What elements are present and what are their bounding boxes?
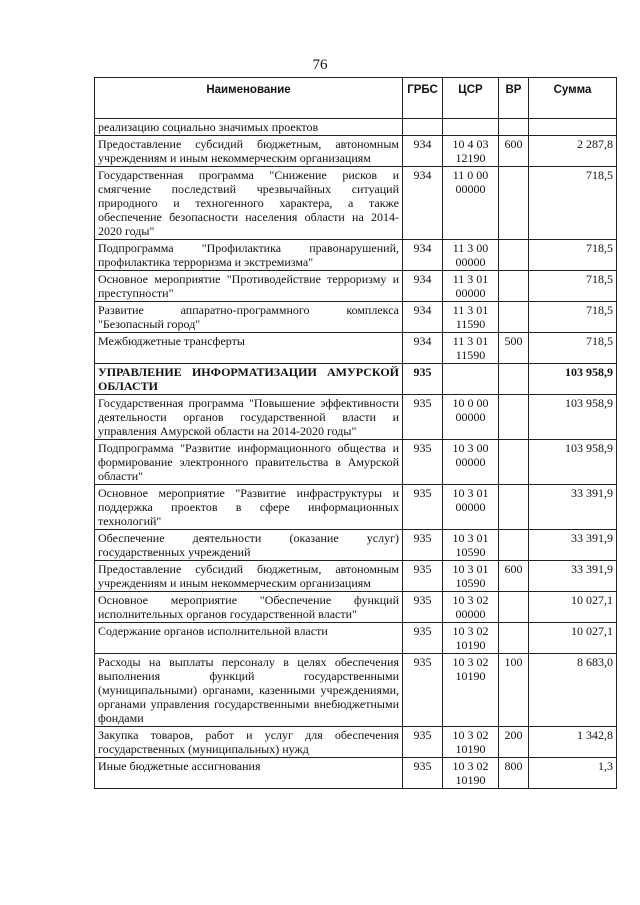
cell-name: Государственная программа "Повышение эффективности деятельности органов государственной власти и управления Амурской области на 2014-2020 годы": [95, 395, 403, 440]
cell-csr: 11 0 00 00000: [443, 167, 499, 240]
cell-sum: 103 958,9: [529, 440, 617, 485]
cell-grbs: 934: [403, 271, 443, 302]
table-row: [95, 395, 617, 440]
table-row: [95, 530, 617, 561]
cell-name: Основное мероприятие "Противодействие терроризму и преступности": [95, 271, 403, 302]
cell-vr: [499, 485, 529, 530]
cell-grbs: 935: [403, 623, 443, 654]
cell-name: Расходы на выплаты персоналу в целях обеспечения выполнения функций государственными (муниципальными) органами, казенными учреждениями, органами управления государственными внебюджетными фондами: [95, 654, 403, 727]
cell-csr: 10 3 01 10590: [443, 530, 499, 561]
cell-grbs: 935: [403, 530, 443, 561]
cell-grbs: 935: [403, 561, 443, 592]
cell-vr: 500: [499, 333, 529, 364]
cell-csr: 10 3 01 00000: [443, 485, 499, 530]
cell-sum: 33 391,9: [529, 485, 617, 530]
cell-vr: [499, 440, 529, 485]
table-row: [95, 654, 617, 727]
cell-grbs: 934: [403, 136, 443, 167]
cell-name: Предоставление субсидий бюджетным, автономным учреждениям и иным некоммерческим организациям: [95, 136, 403, 167]
cell-grbs: 935: [403, 395, 443, 440]
cell-sum: 718,5: [529, 271, 617, 302]
cell-name: Основное мероприятие "Развитие инфраструктуры и поддержка проектов в сфере информационных технологий": [95, 485, 403, 530]
cell-grbs: 935: [403, 727, 443, 758]
cell-grbs: 935: [403, 654, 443, 727]
cell-name: Предоставление субсидий бюджетным, автономным учреждениям и иным некоммерческим организациям: [95, 561, 403, 592]
cell-sum: 718,5: [529, 167, 617, 240]
budget-table: [94, 77, 617, 789]
table-row: [95, 758, 617, 789]
cell-sum: 2 287,8: [529, 136, 617, 167]
cell-grbs: 935: [403, 364, 443, 395]
cell-vr: 800: [499, 758, 529, 789]
cell-vr: [499, 302, 529, 333]
cell-name: Развитие аппаратно-программного комплекса "Безопасный город": [95, 302, 403, 333]
header-grbs: ГРБС: [403, 78, 443, 119]
cell-vr: [499, 395, 529, 440]
cell-grbs: 934: [403, 167, 443, 240]
cell-csr: 10 3 00 00000: [443, 440, 499, 485]
header-vr: ВР: [499, 78, 529, 119]
cell-csr: [443, 364, 499, 395]
cell-grbs: 935: [403, 440, 443, 485]
table-row: [95, 302, 617, 333]
table-row: [95, 240, 617, 271]
cell-sum: 718,5: [529, 302, 617, 333]
cell-grbs: 934: [403, 333, 443, 364]
cell-name: Подпрограмма "Профилактика правонарушений, профилактика терроризма и экстремизма": [95, 240, 403, 271]
cell-csr: 11 3 01 11590: [443, 333, 499, 364]
cell-csr: 10 3 02 10190: [443, 654, 499, 727]
cell-name: УПРАВЛЕНИЕ ИНФОРМАТИЗАЦИИ АМУРСКОЙ ОБЛАСТИ: [95, 364, 403, 395]
header-name: Наименование: [95, 78, 403, 119]
table-row: [95, 271, 617, 302]
cell-sum: 33 391,9: [529, 530, 617, 561]
header-sum: Сумма: [529, 78, 617, 119]
cell-grbs: 934: [403, 240, 443, 271]
cell-name: Межбюджетные трансферты: [95, 333, 403, 364]
page-number: 76: [312, 57, 328, 73]
table-row: [95, 440, 617, 485]
table-row: [95, 727, 617, 758]
cell-vr: [499, 530, 529, 561]
cell-csr: 10 3 02 10190: [443, 758, 499, 789]
cell-vr: 100: [499, 654, 529, 727]
table-body: [95, 119, 617, 789]
cell-name: Иные бюджетные ассигнования: [95, 758, 403, 789]
cell-grbs: 934: [403, 302, 443, 333]
cell-vr: 600: [499, 136, 529, 167]
table-row: [95, 119, 617, 136]
cell-vr: 600: [499, 561, 529, 592]
table-row: [95, 485, 617, 530]
cell-sum: 718,5: [529, 333, 617, 364]
table-row: [95, 333, 617, 364]
cell-csr: [443, 119, 499, 136]
cell-name: Обеспечение деятельности (оказание услуг) государственных учреждений: [95, 530, 403, 561]
table-row: [95, 561, 617, 592]
cell-name: Подпрограмма "Развитие информационного общества и формирование электронного правительства в Амурской области": [95, 440, 403, 485]
cell-vr: [499, 167, 529, 240]
cell-grbs: 935: [403, 592, 443, 623]
cell-sum: 103 958,9: [529, 395, 617, 440]
table-header-row: [95, 78, 617, 119]
cell-name: Основное мероприятие "Обеспечение функций исполнительных органов государственной власти": [95, 592, 403, 623]
cell-sum: [529, 119, 617, 136]
cell-vr: [499, 119, 529, 136]
table-row: [95, 167, 617, 240]
table-row: [95, 592, 617, 623]
table-row: [95, 623, 617, 654]
cell-name: Государственная программа "Снижение рисков и смягчение последствий чрезвычайных ситуаций природного и техногенного характера, а также обеспечение безопасности населения области на 2014-2020 годы": [95, 167, 403, 240]
cell-sum: 1,3: [529, 758, 617, 789]
cell-sum: 33 391,9: [529, 561, 617, 592]
cell-vr: [499, 240, 529, 271]
cell-vr: [499, 271, 529, 302]
cell-sum: 103 958,9: [529, 364, 617, 395]
cell-csr: 11 3 01 00000: [443, 271, 499, 302]
cell-vr: [499, 592, 529, 623]
table-row: [95, 364, 617, 395]
cell-csr: 10 0 00 00000: [443, 395, 499, 440]
table-row: [95, 136, 617, 167]
cell-csr: 10 4 03 12190: [443, 136, 499, 167]
cell-sum: 10 027,1: [529, 623, 617, 654]
cell-csr: 11 3 01 11590: [443, 302, 499, 333]
cell-csr: 10 3 02 00000: [443, 592, 499, 623]
cell-csr: 10 3 02 10190: [443, 727, 499, 758]
cell-name: Содержание органов исполнительной власти: [95, 623, 403, 654]
cell-vr: [499, 364, 529, 395]
cell-vr: [499, 623, 529, 654]
cell-sum: 718,5: [529, 240, 617, 271]
cell-grbs: 935: [403, 758, 443, 789]
cell-sum: 10 027,1: [529, 592, 617, 623]
cell-vr: 200: [499, 727, 529, 758]
cell-name: реализацию социально значимых проектов: [95, 119, 403, 136]
cell-grbs: [403, 119, 443, 136]
cell-sum: 8 683,0: [529, 654, 617, 727]
cell-csr: 10 3 02 10190: [443, 623, 499, 654]
cell-sum: 1 342,8: [529, 727, 617, 758]
header-csr: ЦСР: [443, 78, 499, 119]
cell-name: Закупка товаров, работ и услуг для обеспечения государственных (муниципальных) нужд: [95, 727, 403, 758]
cell-csr: 10 3 01 10590: [443, 561, 499, 592]
cell-csr: 11 3 00 00000: [443, 240, 499, 271]
cell-grbs: 935: [403, 485, 443, 530]
